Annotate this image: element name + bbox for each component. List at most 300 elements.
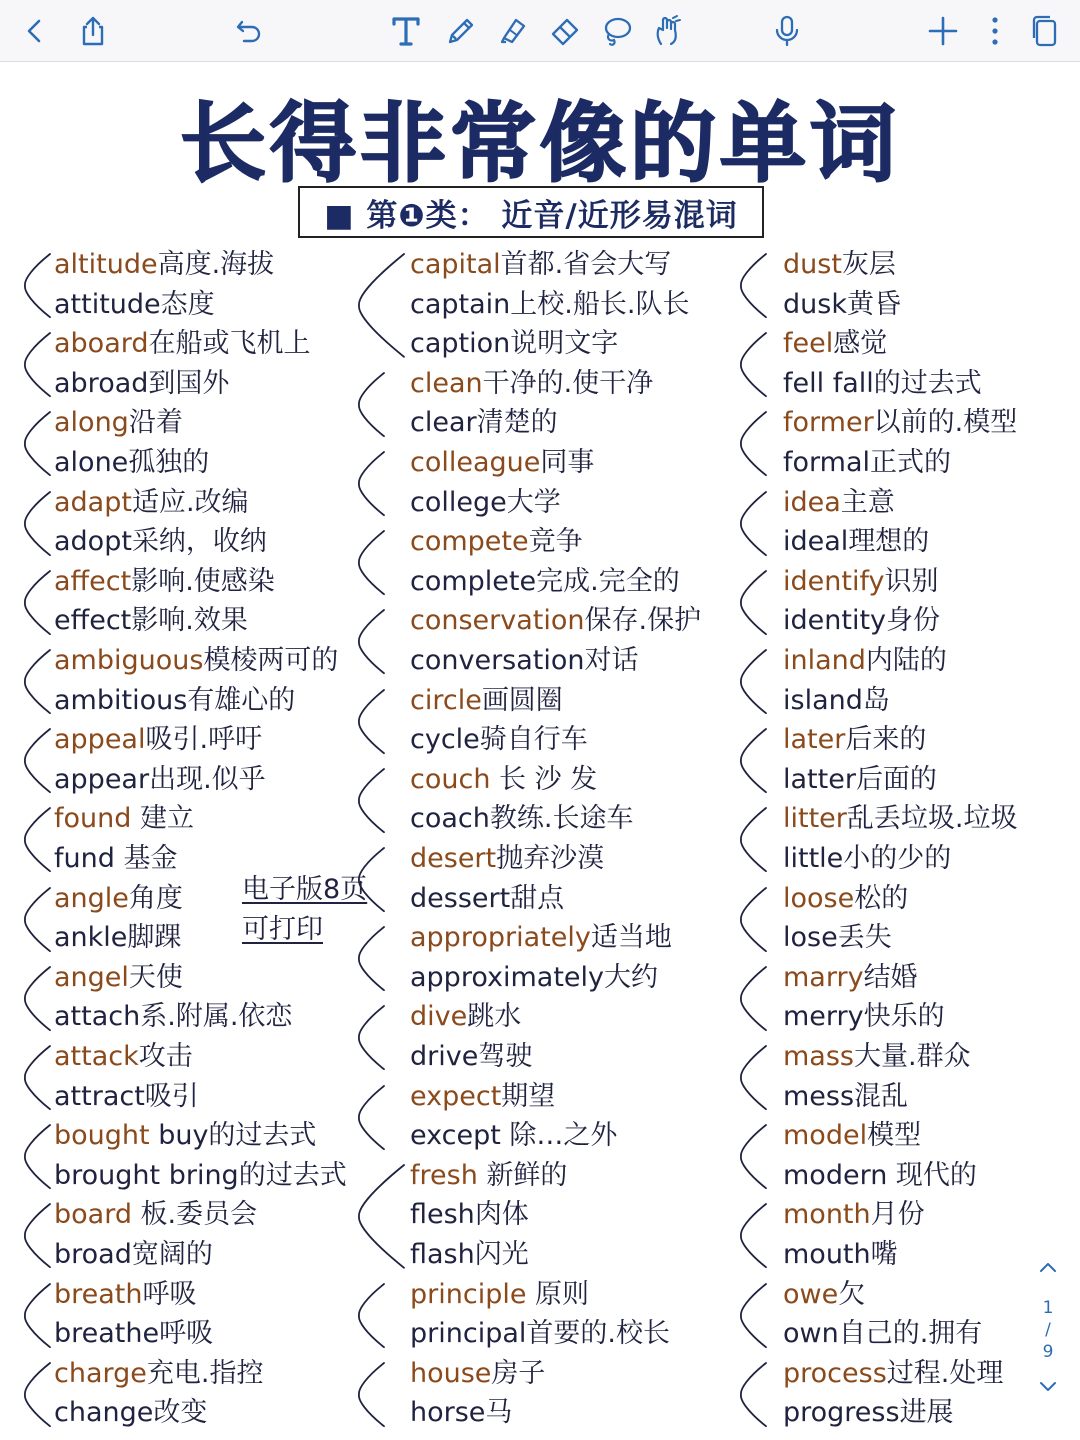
group-brace: [738, 642, 768, 721]
english-word: complete: [410, 565, 537, 597]
eraser-icon[interactable]: [542, 8, 588, 54]
word-entry: [410, 882, 564, 916]
word-entry: [783, 1317, 982, 1351]
chinese-meaning: 教练.长途车: [489, 803, 634, 835]
word-entry: [410, 763, 597, 797]
chinese-meaning: 模棱两可的: [203, 645, 339, 676]
current-page: 1: [1042, 1298, 1054, 1318]
print-note: [242, 870, 367, 950]
chinese-meaning: 跳水: [467, 1001, 522, 1033]
english-word: compete: [410, 526, 529, 558]
english-word: cycle: [410, 724, 480, 756]
english-word: attach: [54, 1001, 141, 1033]
word-entry: [54, 604, 248, 638]
english-word: angel: [54, 961, 129, 993]
word-entry: [783, 565, 938, 599]
chinese-meaning: 结婚: [863, 961, 918, 993]
english-word: breath: [54, 1278, 143, 1310]
word-entry: [54, 644, 338, 678]
chinese-meaning: 现代的: [887, 1159, 977, 1191]
text-tool-icon[interactable]: [383, 8, 429, 54]
word-entry: [783, 604, 940, 638]
word-entry: [54, 1238, 213, 1272]
english-word: progress: [783, 1397, 900, 1429]
chinese-meaning: 采纳，收纳: [131, 526, 267, 558]
english-word: appear: [54, 763, 150, 795]
word-entry: [410, 367, 653, 401]
word-entry: [783, 921, 892, 955]
chinese-meaning: 呼吸: [142, 1278, 197, 1310]
english-word: merry: [783, 1001, 864, 1033]
chinese-meaning: 出现.似乎: [149, 763, 266, 795]
subtitle: ■ 第❶类： 近音/近形易混词: [324, 197, 738, 234]
english-word: found: [54, 803, 132, 835]
total-pages: 9: [1042, 1342, 1054, 1362]
english-word: dive: [410, 1001, 468, 1033]
group-brace: [22, 1355, 52, 1434]
english-word: angle: [54, 882, 129, 914]
chinese-meaning: 理想的: [848, 526, 930, 558]
word-entry: [783, 1198, 925, 1232]
word-entry: [783, 1357, 1003, 1391]
group-brace: [738, 1276, 768, 1355]
chinese-meaning: 新鲜的: [477, 1159, 568, 1191]
english-word: inland: [783, 645, 866, 676]
english-word: colleague: [410, 447, 541, 478]
english-word: litter: [783, 803, 847, 835]
group-brace: [356, 998, 386, 1077]
word-entry: [54, 1080, 199, 1114]
english-word: adapt: [54, 486, 132, 518]
gesture-icon[interactable]: [645, 8, 691, 54]
chinese-meaning: 肉体: [474, 1199, 529, 1231]
document-page: [0, 62, 1080, 1440]
chinese-meaning: 呼吸: [159, 1318, 214, 1350]
highlighter-icon[interactable]: [490, 8, 536, 54]
page-title: 长得非常像的单词: [180, 94, 900, 194]
word-entry: [54, 327, 311, 361]
word-entry: [410, 288, 689, 322]
chinese-meaning: 抛弃沙漠: [496, 843, 605, 874]
chinese-meaning: 岛: [862, 684, 890, 716]
english-word: brought: [54, 1159, 161, 1191]
english-word: altitude: [54, 249, 158, 280]
english-word: bought: [54, 1120, 150, 1152]
word-entry: [783, 1040, 971, 1074]
chinese-meaning: 对话: [584, 645, 639, 676]
chinese-meaning: 清楚的: [476, 407, 558, 439]
chinese-meaning: 甜点: [510, 882, 565, 914]
group-brace: [738, 959, 768, 1038]
chinese-meaning: 吸引.呼吁: [145, 724, 263, 756]
word-entry: [783, 1000, 945, 1034]
chinese-meaning: 大量.群众: [853, 1041, 971, 1072]
chinese-meaning: 板.委员会: [131, 1199, 258, 1231]
english-word: alone: [54, 447, 129, 478]
chinese-meaning: 月份: [870, 1199, 925, 1231]
english-word: dusk: [783, 288, 847, 320]
chinese-meaning: 模型: [867, 1120, 922, 1152]
word-entry: [410, 1357, 545, 1391]
word-entry: [410, 1278, 589, 1312]
undo-icon[interactable]: [226, 8, 272, 54]
chinese-meaning: 自己的.拥有: [838, 1318, 983, 1350]
chinese-meaning: 脚踝: [127, 922, 182, 954]
english-word: island: [783, 684, 863, 716]
chinese-meaning: 进展: [899, 1397, 954, 1429]
more-icon[interactable]: [972, 8, 1018, 54]
chinese-meaning: 主意: [840, 486, 895, 518]
chinese-meaning: 感觉: [833, 328, 888, 360]
group-brace: [356, 523, 386, 602]
word-entry: [783, 763, 937, 797]
english-word: flesh: [410, 1199, 475, 1231]
english-word: idea: [783, 486, 841, 518]
english-word: fell fall: [783, 367, 874, 399]
chinese-meaning: 后来的: [845, 724, 927, 756]
word-entry: [410, 1159, 567, 1193]
group-brace: [738, 563, 768, 642]
chinese-meaning: 期望: [501, 1080, 556, 1112]
group-brace: [738, 880, 768, 959]
word-entry: [54, 921, 181, 955]
chinese-meaning: 高度.海拔: [157, 249, 275, 280]
group-brace: [22, 1038, 52, 1117]
group-brace: [22, 484, 52, 563]
english-word: board: [54, 1199, 132, 1231]
english-word: dessert: [410, 882, 511, 914]
word-entry: [410, 1040, 532, 1074]
english-word: conservation: [410, 605, 585, 637]
group-brace: [738, 800, 768, 879]
word-entry: [54, 1159, 347, 1193]
word-entry: [54, 486, 249, 520]
chinese-meaning: 马: [485, 1397, 513, 1429]
english-word: process: [783, 1357, 887, 1389]
chinese-meaning: 以前的.模型: [873, 407, 1018, 439]
lasso-icon[interactable]: [594, 8, 640, 54]
english-word: lose: [783, 922, 838, 954]
word-entry: [783, 1238, 898, 1272]
english-word: formal: [783, 447, 870, 478]
english-word: coach: [410, 803, 490, 835]
pages-icon[interactable]: [1022, 8, 1068, 54]
english-word: captain: [410, 288, 511, 320]
english-word: mess: [783, 1080, 855, 1112]
english-word: caption: [410, 328, 511, 360]
chinese-meaning: 除…之外: [500, 1120, 618, 1152]
english-word: mass: [783, 1041, 854, 1072]
english-word: approximately: [410, 961, 605, 993]
share-icon[interactable]: [70, 8, 116, 54]
chinese-meaning: 沿着: [128, 407, 183, 439]
chinese-meaning: 大学: [506, 486, 561, 518]
word-entry: [54, 1357, 263, 1391]
english-word: drive: [410, 1041, 479, 1072]
chinese-meaning: 改变: [153, 1397, 208, 1429]
group-brace: [356, 682, 386, 761]
english-word: broad: [54, 1239, 132, 1270]
group-brace: [22, 1117, 52, 1196]
english-word: college: [410, 486, 507, 518]
group-brace: [738, 1196, 768, 1275]
chinese-meaning: 孤独的: [128, 447, 210, 478]
chinese-meaning: 同事: [540, 447, 595, 478]
english-word: ideal: [783, 526, 849, 558]
word-entry: [783, 1159, 977, 1193]
chinese-meaning: 内陆的: [865, 645, 947, 676]
word-entry: [783, 327, 887, 361]
word-entry: [410, 604, 701, 638]
chinese-meaning: 混乱: [854, 1080, 909, 1112]
english-word: attitude: [54, 288, 161, 320]
chinese-meaning: 适应.改编: [131, 486, 249, 518]
english-word: conversation: [410, 645, 585, 676]
word-entry: [54, 446, 209, 480]
chinese-meaning: 身份: [886, 605, 941, 637]
chevron-down-icon[interactable]: [1036, 1374, 1060, 1398]
subtitle-box: [298, 186, 764, 238]
word-entry: [54, 1198, 257, 1232]
chinese-meaning: 松的: [854, 882, 909, 914]
english-word: capital: [410, 249, 501, 280]
english-word: affect: [54, 565, 132, 597]
chinese-meaning: 欠: [838, 1278, 866, 1310]
chinese-meaning: buy的过去式: [149, 1120, 317, 1152]
word-entry: [410, 1198, 529, 1232]
chinese-meaning: 灰层: [841, 249, 896, 280]
english-word: aboard: [54, 328, 149, 360]
english-word: abroad: [54, 367, 149, 399]
chinese-meaning: 天使: [128, 961, 183, 993]
english-word: principle: [410, 1278, 527, 1310]
chevron-up-icon[interactable]: [1036, 1256, 1060, 1280]
english-word: horse: [410, 1397, 486, 1429]
english-word: flash: [410, 1239, 475, 1270]
chinese-meaning: 宽阔的: [131, 1239, 213, 1270]
english-word: house: [410, 1357, 492, 1389]
english-word: appropriately: [410, 922, 591, 954]
word-entry: [410, 327, 618, 361]
english-word: fund: [54, 843, 115, 874]
word-entry: [410, 842, 604, 876]
english-word: appeal: [54, 724, 146, 756]
chinese-meaning: 识别: [884, 565, 939, 597]
chinese-meaning: 黄昏: [846, 288, 901, 320]
word-entry: [410, 1396, 512, 1430]
word-entry: [410, 525, 583, 559]
word-entry: [783, 1119, 921, 1153]
group-brace: [356, 365, 386, 444]
english-word: clear: [410, 407, 477, 439]
word-entry: [410, 921, 672, 955]
english-word: dust: [783, 249, 842, 280]
chinese-meaning: 到国外: [148, 367, 230, 399]
chinese-meaning: 保存.保护: [584, 605, 702, 637]
word-entry: [783, 248, 896, 282]
word-entry: [54, 723, 262, 757]
chinese-meaning: 适当地: [590, 922, 672, 954]
pen-icon[interactable]: [438, 8, 484, 54]
word-entry: [54, 763, 266, 797]
word-entry: [410, 486, 561, 520]
chinese-meaning: 竞争: [528, 526, 583, 558]
word-entry: [783, 1080, 908, 1114]
word-entry: [783, 723, 926, 757]
word-entry: [54, 802, 194, 836]
group-brace: [356, 761, 386, 840]
group-brace: [22, 246, 52, 325]
chinese-meaning: bring的过去式: [160, 1159, 347, 1191]
chinese-meaning: 有雄心的: [187, 684, 296, 716]
chinese-meaning: 骑自行车: [479, 724, 588, 756]
microphone-icon[interactable]: [764, 8, 810, 54]
english-word: loose: [783, 882, 855, 914]
chinese-meaning: 完成.完全的: [536, 565, 680, 597]
group-brace: [356, 1355, 386, 1434]
word-entry: [410, 248, 671, 282]
group-brace: [22, 1276, 52, 1355]
print-note-line2: 可打印: [242, 914, 323, 945]
word-entry: [410, 684, 563, 718]
group-brace: [22, 959, 52, 1038]
word-entry: [783, 882, 908, 916]
chinese-meaning: 原则: [526, 1278, 590, 1310]
chinese-meaning: 长 沙 发: [490, 763, 598, 795]
chinese-meaning: 影响.效果: [131, 605, 248, 637]
word-entry: [783, 644, 947, 678]
chinese-meaning: 首要的.校长: [526, 1318, 670, 1350]
english-word: mouth: [783, 1239, 871, 1270]
english-word: ambiguous: [54, 645, 204, 676]
english-word: identify: [783, 565, 885, 597]
chinese-meaning: 快乐的: [863, 1001, 945, 1033]
group-brace: [738, 1355, 768, 1434]
group-brace: [738, 484, 768, 563]
english-word: change: [54, 1397, 154, 1429]
word-entry: [410, 1238, 529, 1272]
chinese-meaning: 建立: [131, 803, 194, 835]
chinese-meaning: 乱丢垃圾.垃圾: [846, 803, 1018, 835]
english-word: ankle: [54, 922, 128, 954]
back-icon[interactable]: [12, 8, 58, 54]
page-indicator: [1028, 1248, 1068, 1408]
chinese-meaning: 房子: [491, 1357, 546, 1389]
english-word: circle: [410, 684, 482, 716]
english-word: month: [783, 1199, 871, 1231]
group-brace: [738, 1038, 768, 1117]
chinese-meaning: 影响.使感染: [131, 565, 275, 597]
english-word: except: [410, 1120, 501, 1152]
word-entry: [54, 961, 183, 995]
english-word: attack: [54, 1041, 139, 1072]
group-brace: [22, 563, 52, 642]
group-brace: [738, 404, 768, 483]
english-word: ambitious: [54, 684, 188, 716]
page-separator: /: [1045, 1320, 1051, 1340]
word-entry: [54, 1000, 292, 1034]
word-entry: [54, 1317, 213, 1351]
group-brace: [738, 1117, 768, 1196]
group-brace: [738, 325, 768, 404]
chinese-meaning: 闪光: [474, 1239, 529, 1270]
chinese-meaning: 过程.处理: [886, 1357, 1004, 1389]
word-entry: [410, 723, 588, 757]
word-entry: [410, 1080, 555, 1114]
english-word: former: [783, 407, 874, 439]
chinese-meaning: 小的少的: [843, 843, 952, 874]
word-entry: [783, 288, 901, 322]
chinese-meaning: 大约: [604, 961, 659, 993]
chinese-meaning: 驾驶: [478, 1041, 533, 1072]
chinese-meaning: 上校.船长.队长: [510, 288, 690, 320]
word-entry: [410, 406, 558, 440]
word-entry: [410, 961, 658, 995]
english-word: clean: [410, 367, 483, 399]
chinese-meaning: 嘴: [870, 1239, 898, 1270]
word-entry: [783, 446, 951, 480]
word-entry: [783, 842, 951, 876]
english-word: effect: [54, 605, 132, 637]
word-entry: [783, 525, 929, 559]
word-entry: [410, 446, 594, 480]
english-word: marry: [783, 961, 864, 993]
group-brace: [738, 721, 768, 800]
chinese-meaning: 干净的.使干净: [482, 367, 654, 399]
english-word: principal: [410, 1318, 527, 1350]
group-brace: [356, 444, 386, 523]
english-word: fresh: [410, 1159, 478, 1191]
word-entry: [54, 1278, 197, 1312]
english-word: little: [783, 843, 844, 874]
chinese-meaning: 角度: [128, 882, 183, 914]
english-word: modern: [783, 1159, 888, 1191]
word-entry: [783, 961, 918, 995]
chinese-meaning: 在船或飞机上: [148, 328, 311, 360]
english-word: attract: [54, 1080, 145, 1112]
english-word: couch: [410, 763, 491, 795]
word-entry: [54, 684, 295, 718]
group-brace: [22, 642, 52, 721]
word-entry: [54, 288, 215, 322]
add-icon[interactable]: [920, 8, 966, 54]
word-entry: [783, 1278, 865, 1312]
word-entry: [54, 565, 275, 599]
print-note-line1: 电子版8页: [242, 874, 368, 905]
english-word: along: [54, 407, 129, 439]
group-brace: [356, 1078, 386, 1157]
group-brace: [22, 1196, 52, 1275]
chinese-meaning: 态度: [160, 288, 215, 320]
english-word: owe: [783, 1278, 839, 1310]
group-brace: [356, 1157, 406, 1276]
word-entry: [410, 565, 680, 599]
chinese-meaning: 后面的: [855, 763, 937, 795]
english-word: adopt: [54, 526, 132, 558]
english-word: own: [783, 1318, 839, 1350]
word-entry: [54, 525, 267, 559]
chinese-meaning: 丢失: [837, 922, 892, 954]
english-word: later: [783, 724, 846, 756]
english-word: desert: [410, 843, 497, 874]
group-brace: [356, 602, 386, 681]
chinese-meaning: 的过去式: [873, 367, 982, 399]
word-entry: [54, 1119, 316, 1153]
word-entry: [783, 684, 890, 718]
chinese-meaning: 系.附属.依恋: [140, 1001, 293, 1033]
english-word: breathe: [54, 1318, 160, 1350]
chinese-meaning: 画圆圈: [481, 684, 563, 716]
